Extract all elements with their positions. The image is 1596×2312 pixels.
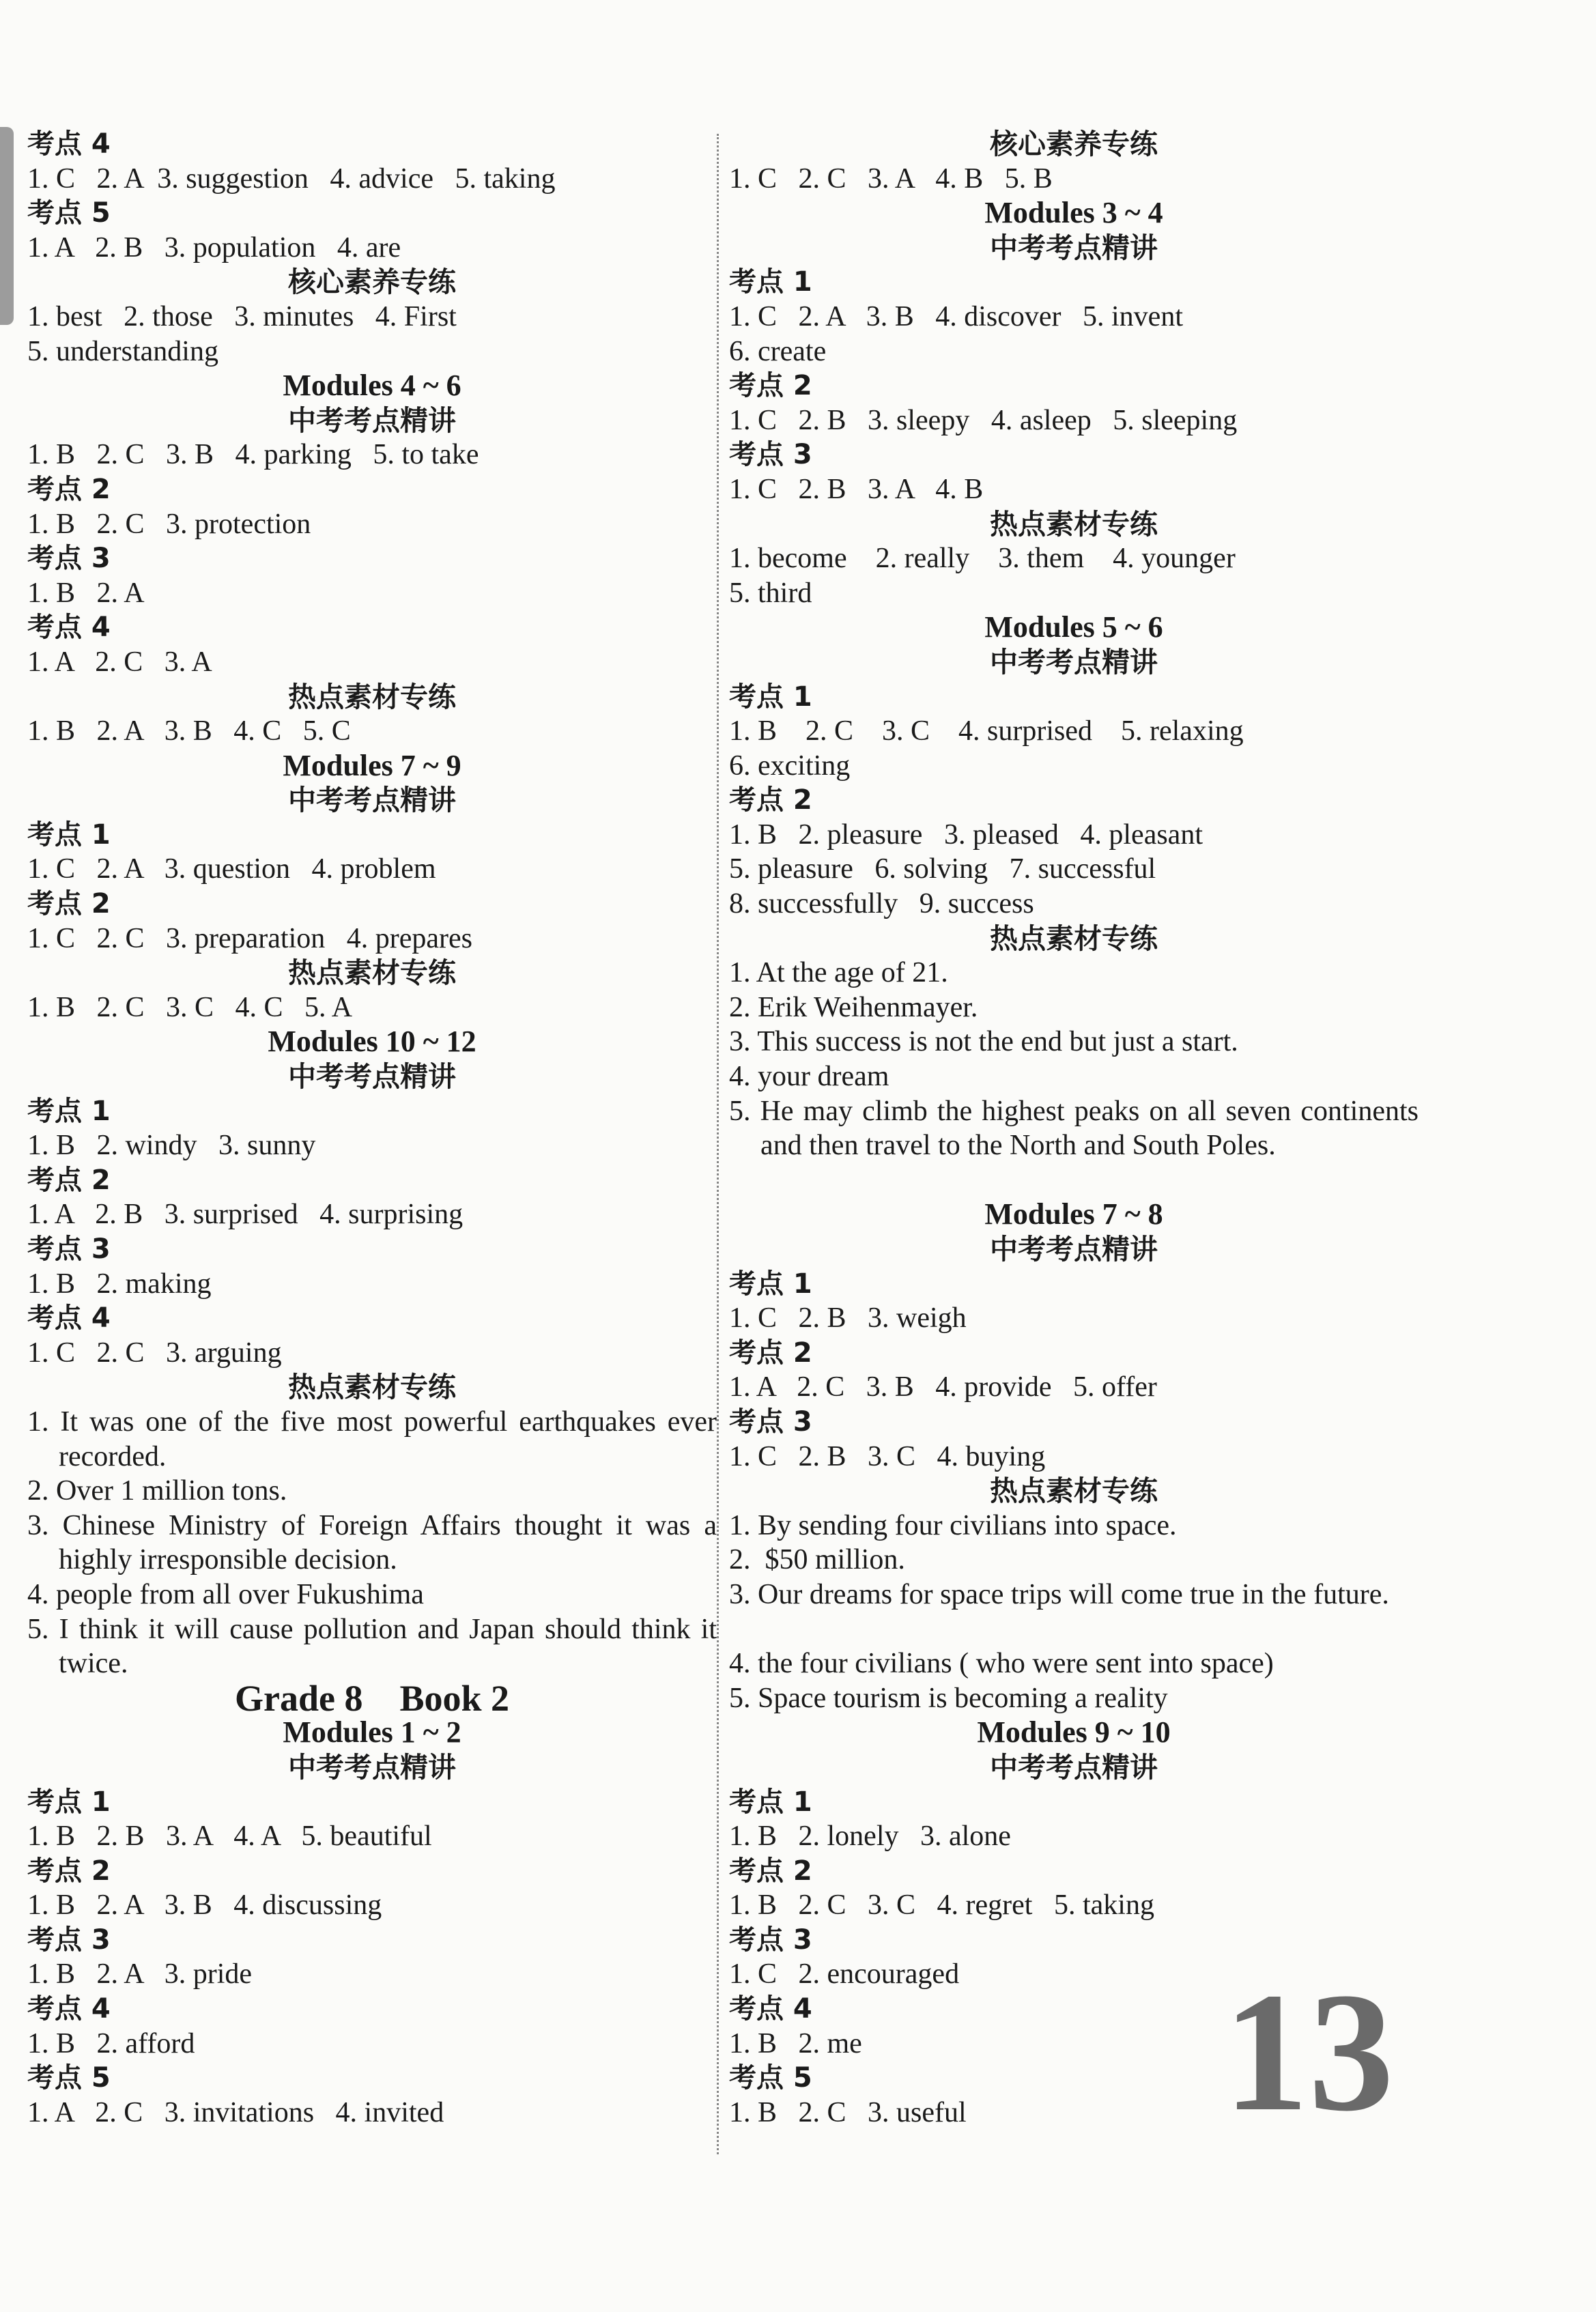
section-label: 考点 1 [27,818,111,851]
answer-line: 1. At the age of 21. [729,957,948,989]
answer-paragraph: 3. Our dreams for space trips will come true in the future. [729,1578,1389,1610]
answer-line: 6. exciting [729,750,851,782]
section-heading: 中考考点精讲 [288,1060,456,1094]
answer-line: 5. understanding [27,335,218,367]
answer-line: 1. B 2. afford [27,2027,195,2059]
answer-line: 2. $50 million. [729,1544,905,1576]
section-heading: 热点素材专练 [288,680,456,713]
section-heading: 中考考点精讲 [990,645,1158,679]
section-heading: 热点素材专练 [288,956,456,990]
answer-paragraph: 1. It was one of the five most powerful earthquakes ever recorded. [27,1405,717,1472]
section-heading: 中考考点精讲 [288,1750,456,1784]
answer-line: 1. B 2. lonely 3. alone [729,1821,1011,1853]
answer-line: 1. become 2. really 3. them 4. younger [729,543,1236,575]
section-heading: 中考考点精讲 [990,1750,1158,1784]
section-heading: 热点素材专练 [990,507,1158,541]
answer-line: 1. B 2. C 3. useful [729,2096,967,2128]
section-label: 考点 2 [27,1855,111,1887]
section-label: 考点 3 [27,1924,111,1956]
section-heading: 中考考点精讲 [288,784,456,817]
section-heading: 核心素养专练 [990,128,1158,160]
answer-line: 1. B 2. A 3. pride [27,1958,253,1990]
section-label: 考点 3 [27,1233,111,1265]
section-heading: 中考考点精讲 [990,231,1158,264]
answer-line: 1. C 2. B 3. weigh [729,1302,967,1335]
answer-line: 1. B 2. A [27,577,145,609]
answer-line: 1. B 2. pleasure 3. pleased 4. pleasant [729,818,1203,851]
section-label: 考点 4 [27,128,111,160]
answer-line: 1. C 2. B 3. C 4. buying [729,1440,1046,1472]
section-heading: 热点素材专练 [990,1474,1158,1508]
answer-line: 5. pleasure 6. solving 7. successful [729,853,1156,885]
answer-line: 1. C 2. A 3. B 4. discover 5. invent [729,300,1183,332]
answer-line: 1. B 2. A 3. B 4. discussing [27,1889,382,1922]
section-label: 考点 5 [27,2062,111,2094]
section-label: 考点 1 [27,1786,111,1818]
answer-line: 1. C 2. B 3. sleepy 4. asleep 5. sleeping [729,404,1238,436]
answer-line: 2. Erik Weihenmayer. [729,991,978,1023]
answer-line: 6. create [729,335,827,367]
section-heading: 中考考点精讲 [288,403,456,437]
answer-line: 4. your dream [729,1061,889,1093]
answer-line: 5. third [729,577,812,609]
answer-line: 1. A 2. C 3. invitations 4. invited [27,2096,444,2128]
answer-line: 1. B 2. me [729,2027,862,2059]
section-label: 考点 1 [729,1268,812,1300]
answer-line: 1. By sending four civilians into space. [729,1509,1177,1541]
section-label: 考点 1 [27,1095,111,1127]
module-title: Modules 10 ~ 12 [268,1025,476,1059]
section-label: 考点 1 [729,266,812,298]
answer-line: 1. B 2. windy 3. sunny [27,1130,316,1162]
answer-line: 1. B 2. A 3. B 4. C 5. C [27,715,351,747]
section-label: 考点 5 [27,197,111,229]
grade-title: Grade 8 Book 2 [234,1677,510,1719]
answer-line: 3. This success is not the end but just a start. [729,1026,1238,1058]
answer-line: 1. B 2. C 3. C 4. surprised 5. relaxing [729,715,1244,747]
answer-line: 1. A 2. B 3. population 4. are [27,231,401,263]
answer-line: 1. C 2. C 3. arguing [27,1337,282,1369]
section-heading: 核心素养专练 [288,266,456,299]
module-title: Modules 5 ~ 6 [984,610,1163,644]
section-label: 考点 4 [27,612,111,644]
module-title: Modules 9 ~ 10 [977,1715,1171,1750]
answer-line: 1. C 2. A 3. suggestion 4. advice 5. taking [27,162,556,195]
answer-paragraph: 5. I think it will cause pollution and Japan should think it twice. [27,1613,717,1680]
answer-paragraph: 5. He may climb the highest peaks on all seven continents and then travel to the North and South Poles. [729,1095,1419,1162]
section-label: 考点 1 [729,681,812,713]
section-label: 考点 2 [729,1337,812,1369]
answer-line: 5. Space tourism is becoming a reality [729,1682,1168,1714]
section-label: 考点 2 [27,473,111,505]
answer-line: 8. successfully 9. success [729,888,1034,920]
section-heading: 中考考点精讲 [990,1233,1158,1266]
answer-line: 1. C 2. encouraged [729,1958,960,1990]
right-column [729,127,1419,2130]
module-title: Modules 7 ~ 8 [984,1197,1163,1231]
section-label: 考点 3 [27,543,111,575]
section-heading: 热点素材专练 [288,1371,456,1404]
page-edge-tab [0,127,14,325]
answer-line: 1. B 2. C 3. B 4. parking 5. to take [27,439,479,471]
section-label: 考点 1 [729,1786,812,1818]
answer-line: 1. B 2. B 3. A 4. A 5. beautiful [27,1821,432,1853]
answer-line: 4. the four civilians ( who were sent into space) [729,1648,1274,1680]
page-number: 13 [1223,1958,1394,2147]
section-label: 考点 2 [729,370,812,402]
module-title: Modules 1 ~ 2 [283,1715,461,1750]
section-label: 考点 3 [729,439,812,471]
section-heading: 热点素材专练 [990,922,1158,955]
column-divider [717,134,719,2154]
answer-line: 1. A 2. B 3. surprised 4. surprising [27,1199,464,1231]
answer-line: 1. B 2. making [27,1268,212,1300]
module-title: Modules 7 ~ 9 [283,748,461,782]
answer-line: 1. A 2. C 3. A [27,646,212,678]
section-label: 考点 2 [27,1164,111,1196]
answer-line: 1. A 2. C 3. B 4. provide 5. offer [729,1371,1157,1403]
section-label: 考点 3 [729,1924,812,1956]
module-title: Modules 4 ~ 6 [283,369,461,403]
answer-line: 4. people from all over Fukushima [27,1578,424,1610]
section-label: 考点 2 [729,784,812,816]
section-label: 考点 5 [729,2062,812,2094]
module-title: Modules 3 ~ 4 [984,196,1163,230]
answer-line: 1. B 2. C 3. C 4. C 5. A [27,991,353,1023]
answer-paragraph: 3. Chinese Ministry of Foreign Affairs thought it was a highly irresponsible decision. [27,1509,717,1576]
section-label: 考点 4 [27,1993,111,2025]
answer-line: 2. Over 1 million tons. [27,1475,287,1507]
section-label: 考点 4 [729,1993,812,2025]
answer-line: 1. C 2. A 3. question 4. problem [27,853,436,885]
section-label: 考点 4 [27,1302,111,1335]
answer-line: 1. C 2. B 3. A 4. B [729,473,984,505]
section-label: 考点 3 [729,1405,812,1438]
section-label: 考点 2 [729,1855,812,1887]
answer-line: 1. B 2. C 3. protection [27,508,311,540]
section-label: 考点 2 [27,888,111,920]
answer-line: 1. C 2. C 3. preparation 4. prepares [27,922,473,954]
answer-line: 1. B 2. C 3. C 4. regret 5. taking [729,1889,1154,1922]
answer-line: 1. C 2. C 3. A 4. B 5. B [729,162,1053,195]
answer-line: 1. best 2. those 3. minutes 4. First [27,300,457,332]
left-column [27,127,717,2130]
